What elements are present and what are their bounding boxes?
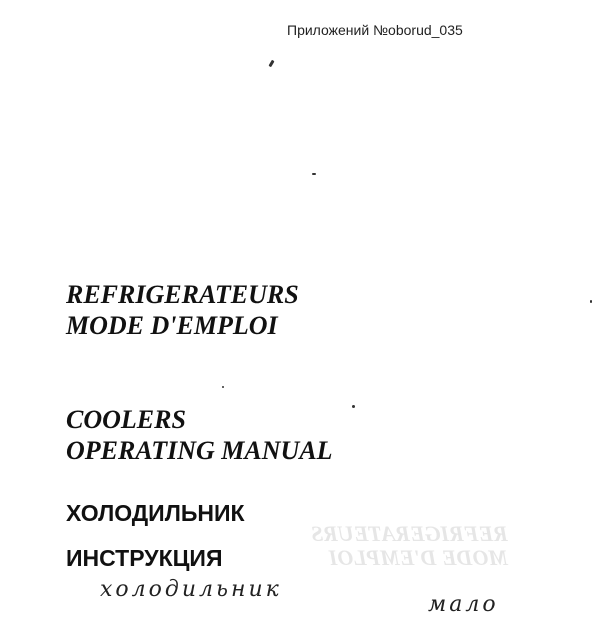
bleed-through-text <box>268 522 508 582</box>
scan-speck <box>352 405 355 408</box>
french-title-line-2: MODE D'EMPLOI <box>66 311 278 340</box>
french-title <box>66 279 299 341</box>
english-title-line-2: OPERATING MANUAL <box>66 436 333 465</box>
scan-speck <box>222 386 224 388</box>
french-title-line-1: REFRIGERATEURS <box>66 280 299 309</box>
scan-speck <box>268 60 274 68</box>
english-title <box>66 404 333 466</box>
document-reference-annotation: Приложений №oborud_035 <box>287 22 463 38</box>
russian-title-line-1: ХОЛОДИЛЬНИК <box>66 500 245 526</box>
scan-speck <box>590 300 592 303</box>
bleed-through-line-1: REFRIGERATEURS <box>311 521 508 546</box>
russian-title-line-2: ИНСТРУКЦИЯ <box>66 545 223 571</box>
scan-speck <box>312 173 316 175</box>
handwritten-note-2: мало <box>428 592 499 617</box>
bleed-through-line-2: MODE D'EMPLOI <box>328 545 508 570</box>
english-title-line-1: COOLERS <box>66 405 186 434</box>
handwritten-note: холодильник <box>100 577 282 602</box>
